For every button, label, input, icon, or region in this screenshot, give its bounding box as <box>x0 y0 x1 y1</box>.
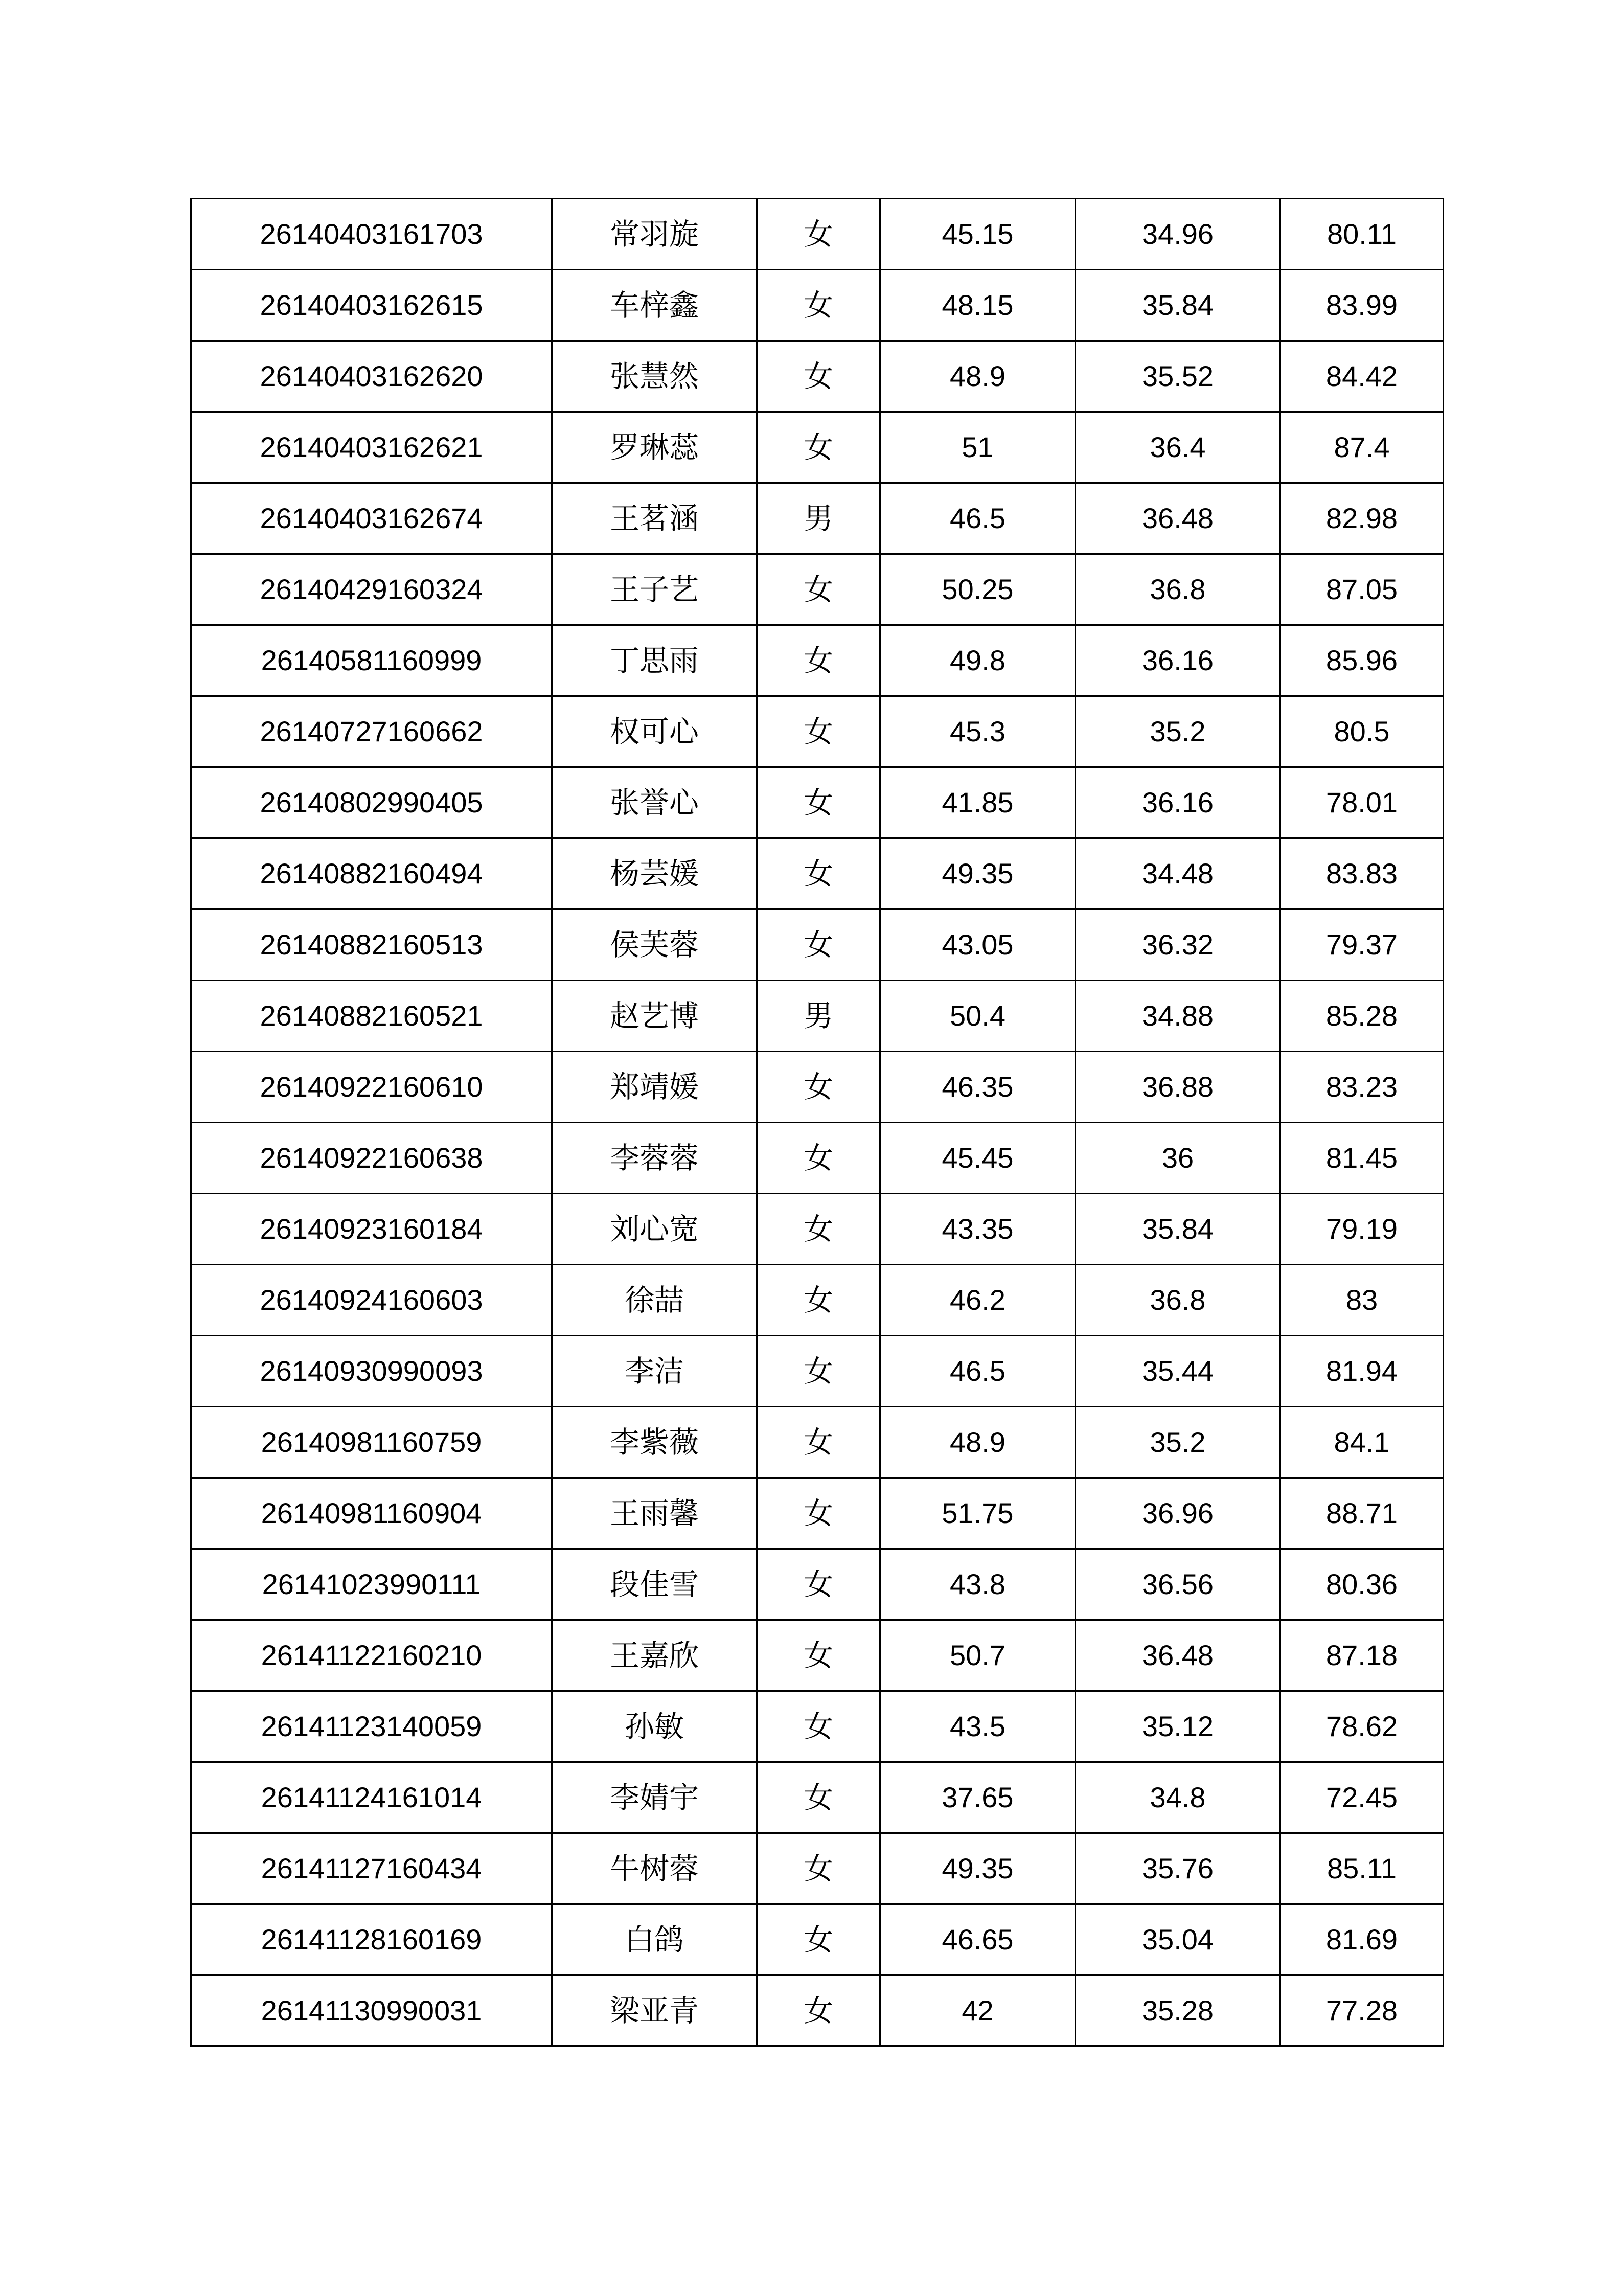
exam-number-cell: 26140924160603 <box>191 1265 552 1336</box>
score-b-cell: 36.16 <box>1076 767 1281 838</box>
exam-number-cell: 26141122160210 <box>191 1620 552 1691</box>
total-score-cell: 83.23 <box>1281 1052 1444 1123</box>
score-b-cell: 36.96 <box>1076 1478 1281 1549</box>
name-cell: 张誉心 <box>552 767 757 838</box>
score-a-cell: 46.5 <box>880 1336 1076 1407</box>
exam-number-cell: 26140882160513 <box>191 910 552 981</box>
gender-cell: 男 <box>757 483 880 554</box>
score-a-cell: 45.15 <box>880 199 1076 270</box>
table-row <box>191 981 1444 1052</box>
total-score-cell: 80.5 <box>1281 696 1444 767</box>
exam-number-cell: 26140403162620 <box>191 341 552 412</box>
total-score-cell: 78.01 <box>1281 767 1444 838</box>
name-cell: 李婧宇 <box>552 1762 757 1833</box>
score-b-cell: 35.2 <box>1076 1407 1281 1478</box>
name-cell: 段佳雪 <box>552 1549 757 1620</box>
score-b-cell: 35.04 <box>1076 1904 1281 1975</box>
table-row <box>191 1620 1444 1691</box>
name-cell: 李紫薇 <box>552 1407 757 1478</box>
total-score-cell: 77.28 <box>1281 1975 1444 2047</box>
score-a-cell: 46.2 <box>880 1265 1076 1336</box>
score-a-cell: 49.8 <box>880 625 1076 696</box>
table-row <box>191 199 1444 270</box>
exam-number-cell: 26140403162615 <box>191 270 552 341</box>
name-cell: 徐喆 <box>552 1265 757 1336</box>
gender-cell: 女 <box>757 1336 880 1407</box>
score-a-cell: 49.35 <box>880 1833 1076 1904</box>
total-score-cell: 87.05 <box>1281 554 1444 625</box>
score-a-cell: 50.4 <box>880 981 1076 1052</box>
name-cell: 丁思雨 <box>552 625 757 696</box>
name-cell: 车梓鑫 <box>552 270 757 341</box>
score-a-cell: 43.35 <box>880 1194 1076 1265</box>
gender-cell: 女 <box>757 1762 880 1833</box>
score-b-cell: 35.84 <box>1076 1194 1281 1265</box>
total-score-cell: 85.96 <box>1281 625 1444 696</box>
name-cell: 赵艺博 <box>552 981 757 1052</box>
exam-number-cell: 26141124161014 <box>191 1762 552 1833</box>
gender-cell: 女 <box>757 1833 880 1904</box>
gender-cell: 女 <box>757 1478 880 1549</box>
gender-cell: 女 <box>757 1407 880 1478</box>
exam-number-cell: 26140922160638 <box>191 1123 552 1194</box>
score-b-cell: 36.88 <box>1076 1052 1281 1123</box>
score-b-cell: 36.32 <box>1076 910 1281 981</box>
exam-number-cell: 26141127160434 <box>191 1833 552 1904</box>
exam-number-cell: 26140981160759 <box>191 1407 552 1478</box>
score-a-cell: 43.8 <box>880 1549 1076 1620</box>
table-row <box>191 1336 1444 1407</box>
total-score-cell: 79.37 <box>1281 910 1444 981</box>
table-row <box>191 1194 1444 1265</box>
gender-cell: 女 <box>757 1549 880 1620</box>
table-row <box>191 1407 1444 1478</box>
name-cell: 王茗涵 <box>552 483 757 554</box>
table-row <box>191 625 1444 696</box>
name-cell: 牛树蓉 <box>552 1833 757 1904</box>
score-a-cell: 51.75 <box>880 1478 1076 1549</box>
gender-cell: 女 <box>757 910 880 981</box>
table-row <box>191 1478 1444 1549</box>
table-row <box>191 483 1444 554</box>
exam-number-cell: 26140403162621 <box>191 412 552 483</box>
exam-number-cell: 26141130990031 <box>191 1975 552 2047</box>
exam-number-cell: 26140802990405 <box>191 767 552 838</box>
total-score-cell: 83.99 <box>1281 270 1444 341</box>
table-row <box>191 767 1444 838</box>
score-a-cell: 46.65 <box>880 1904 1076 1975</box>
name-cell: 权可心 <box>552 696 757 767</box>
score-a-cell: 43.5 <box>880 1691 1076 1762</box>
score-b-cell: 35.2 <box>1076 696 1281 767</box>
score-a-cell: 45.45 <box>880 1123 1076 1194</box>
total-score-cell: 87.4 <box>1281 412 1444 483</box>
gender-cell: 女 <box>757 199 880 270</box>
total-score-cell: 87.18 <box>1281 1620 1444 1691</box>
score-a-cell: 42 <box>880 1975 1076 2047</box>
score-a-cell: 48.9 <box>880 1407 1076 1478</box>
score-a-cell: 48.9 <box>880 341 1076 412</box>
score-b-cell: 35.28 <box>1076 1975 1281 2047</box>
gender-cell: 女 <box>757 341 880 412</box>
score-table <box>190 198 1444 2047</box>
gender-cell: 女 <box>757 625 880 696</box>
name-cell: 李蓉蓉 <box>552 1123 757 1194</box>
gender-cell: 女 <box>757 1265 880 1336</box>
gender-cell: 女 <box>757 554 880 625</box>
exam-number-cell: 26140923160184 <box>191 1194 552 1265</box>
score-b-cell: 36.8 <box>1076 1265 1281 1336</box>
table-row <box>191 1975 1444 2047</box>
gender-cell: 女 <box>757 1123 880 1194</box>
table-row <box>191 1265 1444 1336</box>
table-row <box>191 696 1444 767</box>
gender-cell: 女 <box>757 838 880 910</box>
score-a-cell: 50.25 <box>880 554 1076 625</box>
score-b-cell: 34.8 <box>1076 1762 1281 1833</box>
exam-number-cell: 26140981160904 <box>191 1478 552 1549</box>
total-score-cell: 83.83 <box>1281 838 1444 910</box>
score-b-cell: 36.4 <box>1076 412 1281 483</box>
gender-cell: 女 <box>757 270 880 341</box>
gender-cell: 女 <box>757 1052 880 1123</box>
gender-cell: 女 <box>757 1194 880 1265</box>
total-score-cell: 72.45 <box>1281 1762 1444 1833</box>
exam-number-cell: 26141023990111 <box>191 1549 552 1620</box>
total-score-cell: 81.45 <box>1281 1123 1444 1194</box>
score-a-cell: 51 <box>880 412 1076 483</box>
score-b-cell: 36.48 <box>1076 483 1281 554</box>
score-b-cell: 36.48 <box>1076 1620 1281 1691</box>
gender-cell: 女 <box>757 1620 880 1691</box>
gender-cell: 女 <box>757 1975 880 2047</box>
score-a-cell: 46.35 <box>880 1052 1076 1123</box>
table-row <box>191 412 1444 483</box>
score-a-cell: 41.85 <box>880 767 1076 838</box>
score-b-cell: 35.76 <box>1076 1833 1281 1904</box>
total-score-cell: 83 <box>1281 1265 1444 1336</box>
gender-cell: 女 <box>757 1904 880 1975</box>
score-table-body <box>191 199 1444 2047</box>
total-score-cell: 84.1 <box>1281 1407 1444 1478</box>
score-a-cell: 46.5 <box>880 483 1076 554</box>
total-score-cell: 81.94 <box>1281 1336 1444 1407</box>
score-a-cell: 37.65 <box>880 1762 1076 1833</box>
exam-number-cell: 26141123140059 <box>191 1691 552 1762</box>
score-b-cell: 34.88 <box>1076 981 1281 1052</box>
name-cell: 郑靖媛 <box>552 1052 757 1123</box>
name-cell: 李洁 <box>552 1336 757 1407</box>
total-score-cell: 88.71 <box>1281 1478 1444 1549</box>
total-score-cell: 80.11 <box>1281 199 1444 270</box>
score-a-cell: 43.05 <box>880 910 1076 981</box>
name-cell: 罗琳蕊 <box>552 412 757 483</box>
score-b-cell: 35.44 <box>1076 1336 1281 1407</box>
score-b-cell: 34.96 <box>1076 199 1281 270</box>
name-cell: 杨芸媛 <box>552 838 757 910</box>
name-cell: 常羽旋 <box>552 199 757 270</box>
score-b-cell: 35.12 <box>1076 1691 1281 1762</box>
table-row <box>191 1762 1444 1833</box>
total-score-cell: 84.42 <box>1281 341 1444 412</box>
name-cell: 王嘉欣 <box>552 1620 757 1691</box>
exam-number-cell: 26141128160169 <box>191 1904 552 1975</box>
gender-cell: 男 <box>757 981 880 1052</box>
table-row <box>191 1691 1444 1762</box>
exam-number-cell: 26140882160494 <box>191 838 552 910</box>
name-cell: 刘心宽 <box>552 1194 757 1265</box>
total-score-cell: 85.28 <box>1281 981 1444 1052</box>
table-row <box>191 1833 1444 1904</box>
table-row <box>191 910 1444 981</box>
total-score-cell: 79.19 <box>1281 1194 1444 1265</box>
name-cell: 梁亚青 <box>552 1975 757 2047</box>
exam-number-cell: 26140403161703 <box>191 199 552 270</box>
exam-number-cell: 26140403162674 <box>191 483 552 554</box>
exam-number-cell: 26140727160662 <box>191 696 552 767</box>
score-b-cell: 35.52 <box>1076 341 1281 412</box>
table-row <box>191 838 1444 910</box>
name-cell: 孙敏 <box>552 1691 757 1762</box>
total-score-cell: 85.11 <box>1281 1833 1444 1904</box>
gender-cell: 女 <box>757 412 880 483</box>
exam-number-cell: 26140922160610 <box>191 1052 552 1123</box>
total-score-cell: 81.69 <box>1281 1904 1444 1975</box>
exam-number-cell: 26140581160999 <box>191 625 552 696</box>
score-b-cell: 36.16 <box>1076 625 1281 696</box>
total-score-cell: 82.98 <box>1281 483 1444 554</box>
score-a-cell: 49.35 <box>880 838 1076 910</box>
gender-cell: 女 <box>757 696 880 767</box>
gender-cell: 女 <box>757 767 880 838</box>
score-b-cell: 35.84 <box>1076 270 1281 341</box>
exam-number-cell: 26140882160521 <box>191 981 552 1052</box>
table-row <box>191 1123 1444 1194</box>
table-row <box>191 341 1444 412</box>
name-cell: 白鸽 <box>552 1904 757 1975</box>
name-cell: 侯芙蓉 <box>552 910 757 981</box>
table-row <box>191 1052 1444 1123</box>
score-a-cell: 50.7 <box>880 1620 1076 1691</box>
score-b-cell: 36.56 <box>1076 1549 1281 1620</box>
score-a-cell: 48.15 <box>880 270 1076 341</box>
exam-number-cell: 26140429160324 <box>191 554 552 625</box>
name-cell: 张慧然 <box>552 341 757 412</box>
table-row <box>191 1549 1444 1620</box>
score-b-cell: 34.48 <box>1076 838 1281 910</box>
exam-number-cell: 26140930990093 <box>191 1336 552 1407</box>
name-cell: 王雨馨 <box>552 1478 757 1549</box>
table-row <box>191 270 1444 341</box>
score-a-cell: 45.3 <box>880 696 1076 767</box>
score-b-cell: 36.8 <box>1076 554 1281 625</box>
total-score-cell: 80.36 <box>1281 1549 1444 1620</box>
name-cell: 王子艺 <box>552 554 757 625</box>
table-row <box>191 1904 1444 1975</box>
total-score-cell: 78.62 <box>1281 1691 1444 1762</box>
score-b-cell: 36 <box>1076 1123 1281 1194</box>
gender-cell: 女 <box>757 1691 880 1762</box>
table-row <box>191 554 1444 625</box>
